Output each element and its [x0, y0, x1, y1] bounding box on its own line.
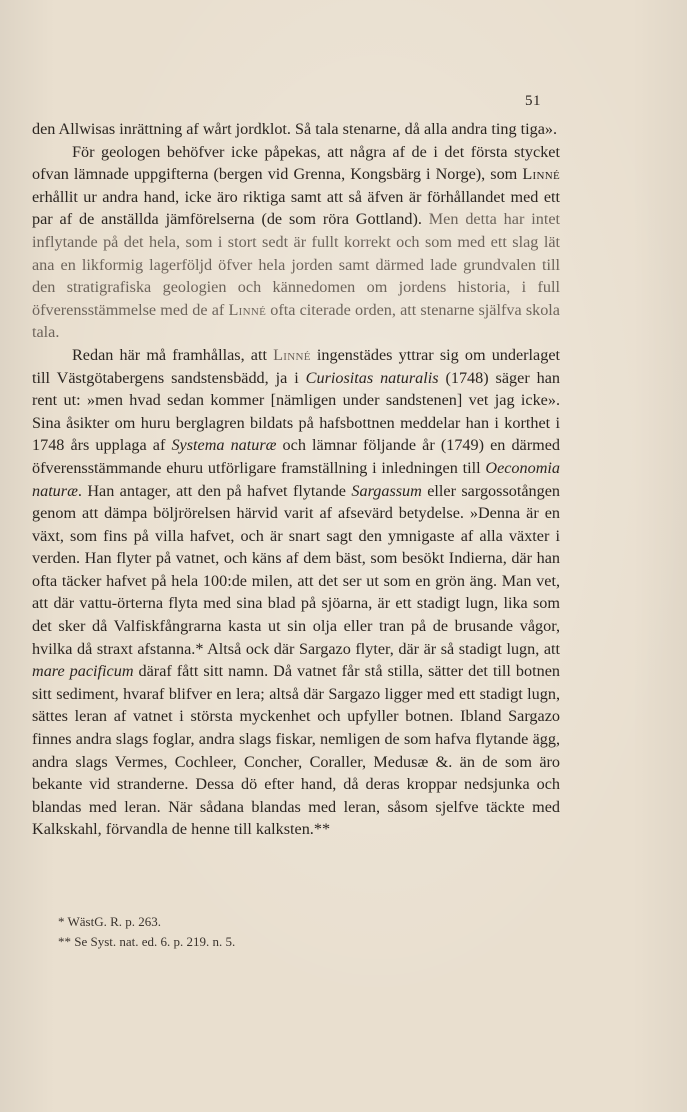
footnotes — [58, 912, 558, 952]
paragraph-2-text-2: erhållit ur andra hand, icke äro riktiga samt att så äfven är förhållandet med ett par af de anställda jämförelserna (de som röra Gottland). — [32, 187, 560, 229]
paragraph-3-text-3: (1748) säger han rent ut: »men hvad sedan kommer [nämligen under sandstenen] vet jag icke». Sina åsikter om huru berglagren bildats på hafsbottnen meddelar han i korthet i 1748 års upplaga af — [32, 368, 561, 455]
footnote-2: ** Se Syst. nat. ed. 6. p. 219. n. 5. — [58, 934, 236, 949]
paragraph-3-text-7: Altså ock där Sargazo flyter, där är så stadigt lugn, att — [203, 639, 560, 658]
paragraph-2-text-1: För geologen behöfver icke påpekas, att några af de i det första stycket ofvan lämnade uppgifterna (bergen vid Grenna, Kongsbärg i Norge), som — [32, 142, 560, 184]
paragraph-2 — [32, 141, 560, 344]
footnote-marker-1: * — [195, 639, 204, 658]
paragraph-2-text-4: ofta citerade orden, att stenarne själfva skola tala. — [32, 300, 560, 342]
author-name-linne: Linné — [228, 300, 267, 319]
author-name-linne: Linné — [273, 345, 311, 364]
paragraph-3-text-4: och lämnar följande år (1749) en därmed öfverensstämmande ehuru utförligare framställning i inledningen till — [32, 436, 560, 477]
paragraph-3-text-6: eller sargossotången genom att dämpa böljrörelsen härvid varit af afsevärd betydelse. »Denna är en växt, som fins på villa hafvet, och är snart sagt den ymnigaste af alla växter i verden. Han flyter på vatnet, och käns af dem bäst, som besökt Indierna, där han ofta täcker hafvet på hela 100:de milen, att det ser ut som en grön äng. Man vet, att där vattu-örterna flyta med sina blad på sjöarna, är ett stadigt lugn, lika som det sker då Valfiskfångrarna kasta ut sin olja eller tran på de brusande vågor, hvilka då straxt afstanna. — [32, 481, 560, 658]
paragraph-3-text-8: däraf fått sitt namn. Då vatnet får stå stilla, sätter det till botnen sitt sediment, hvaraf blifver en lera; altså där Sargazo ligger med ett stadigt lugn, sättes leran af vatnet i största myckenhet och upfyller botnen. Ibland Sargazo finnes andra slags foglar, andra slags fiskar, nemligen de som hafva flytande ägg, andra slags Vermes, Cochleer, Concher, Coraller, Medusæ &. än de som äro bekante vid stranderne. Dessa dö efter hand, då deras kroppar nedsjunka och blandas med leran. När sådana blandas med leran, såsom sjelfve täckte med Kalkskahl, förvandla de henne till kalksten. — [32, 662, 560, 839]
title-systema-naturae: Systema naturæ — [171, 436, 277, 455]
paragraph-3 — [32, 344, 560, 841]
title-oeconomia-naturae: Oeconomia naturæ — [32, 458, 560, 500]
term-mare-pacificum: mare pacificum — [32, 662, 134, 681]
page-number: 51 — [525, 93, 541, 109]
footnote-1: * WästG. R. p. 263. — [58, 914, 162, 929]
term-sargassum: Sargassum — [351, 481, 422, 500]
title-curiositas-naturalis: Curiositas naturalis — [305, 368, 439, 387]
paragraph-1-text: den Allwisas inrättning af wårt jordklot. Så tala stenarne, då alla andra ting tiga». — [32, 120, 558, 138]
author-name-linne: Linné — [522, 165, 560, 184]
paragraph-2-text-3: Men detta har intet inflytande på det hela, som i stort sedt är fullt korrekt och som med ett slag lät ana en likformig lagerföljd öfver hela jorden samt därmed lade grundvalen till den stratigrafiska geologien och kännedomen om jordens historia, i full öfverensstämmelse med de af — [32, 210, 560, 319]
paragraph-3-text-5: . Han antager, att den på hafvet flytande — [77, 481, 352, 500]
footnote-marker-2: ** — [313, 820, 331, 839]
paragraph-3-text-1: Redan här må framhållas, att — [72, 345, 274, 364]
body-text — [32, 118, 560, 841]
paragraph-3-text-2: ingenstädes yttrar sig om underlaget till Västgötabergens sandstensbädd, ja i — [32, 345, 561, 387]
paragraph-1 — [32, 118, 560, 141]
